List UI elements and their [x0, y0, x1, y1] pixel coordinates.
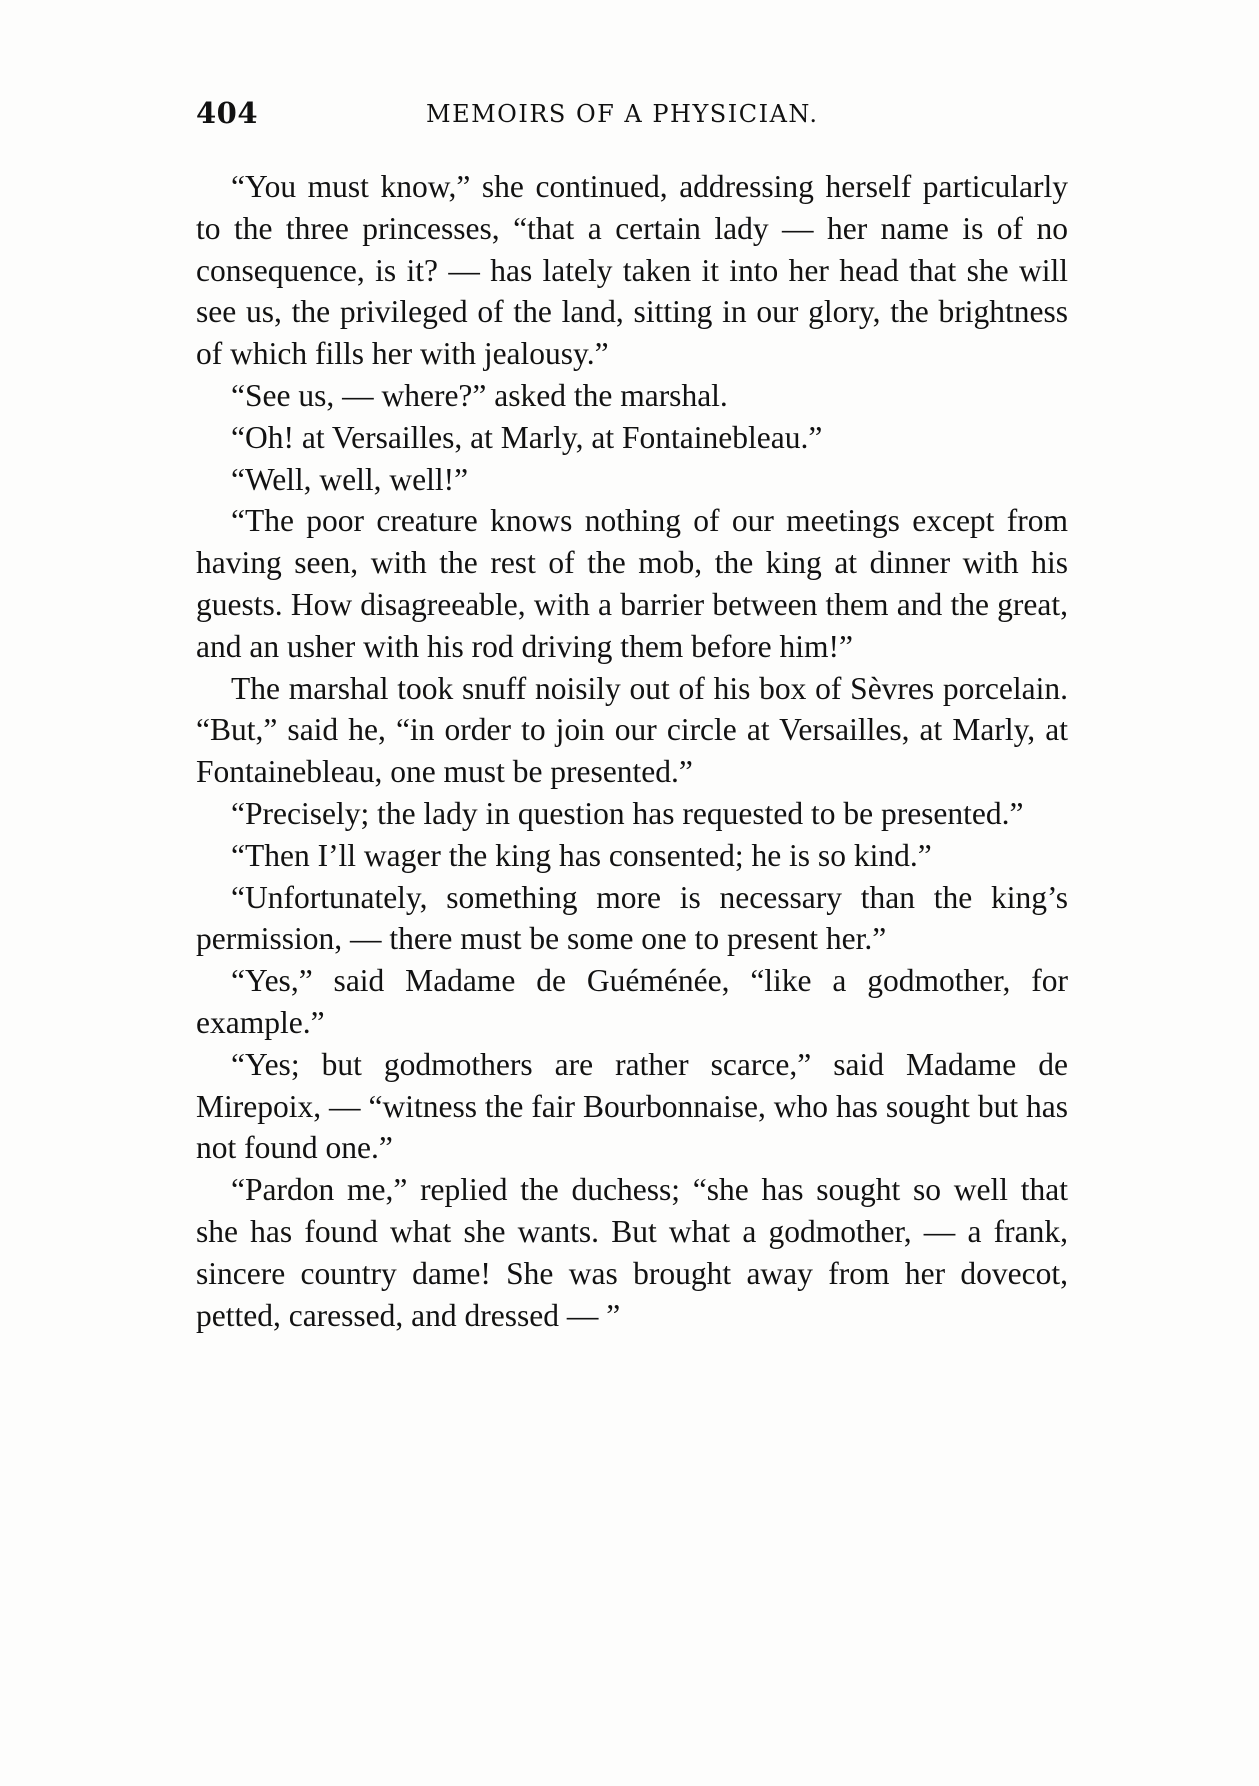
running-title: MEMOIRS OF A PHYSICIAN.: [426, 100, 819, 128]
paragraph: “Precisely; the lady in question has requested to be presented.”: [231, 795, 1024, 831]
paragraph: “Pardon me,” replied the duchess; “she has sought so well that she has found what she wants. But what a godmother, — a frank, sincere country dame! She was brought away from her dovecot, petted, caressed, and dressed — ”: [196, 1172, 1068, 1333]
paragraph: “See us, — where?” asked the marshal.: [231, 377, 728, 413]
page-header: [196, 96, 1068, 136]
paragraph: “The poor creature knows nothing of our meetings except from having seen, with the rest of the mob, the king at dinner with his guests. How disagreeable, with a barrier between them and the great, and an usher with his rod driving them before him!”: [196, 503, 1068, 664]
paragraph: “You must know,” she continued, addressing herself particularly to the three princesses, “that a certain lady — her name is of no consequence, is it? — has lately taken it into her head that she will see us, the privileged of the land, sitting in our glory, the brightness of which fills her with jealousy.”: [196, 169, 1068, 372]
paragraph: “Unfortunately, something more is necessary than the king’s permission, — there must be some one to present her.”: [196, 879, 1068, 957]
paragraph: “Then I’ll wager the king has consented; he is so kind.”: [231, 837, 932, 873]
paragraph: “Yes; but godmothers are rather scarce,” said Madame de Mirepoix, — “witness the fair Bourbonnaise, who has sought but has not found one.”: [196, 1046, 1068, 1166]
paragraph: The marshal took snuff noisily out of his box of Sèvres porcelain. “But,” said he, “in order to join our circle at Versailles, at Marly, at Fontainebleau, one must be presented.”: [196, 670, 1068, 790]
page-number: 404: [196, 96, 259, 130]
paragraph: “Oh! at Versailles, at Marly, at Fontainebleau.”: [231, 419, 823, 455]
paragraph: “Yes,” said Madame de Guéménée, “like a godmother, for example.”: [196, 963, 1068, 1040]
paragraph: “Well, well, well!”: [231, 461, 469, 497]
body-text: [196, 166, 1068, 1336]
